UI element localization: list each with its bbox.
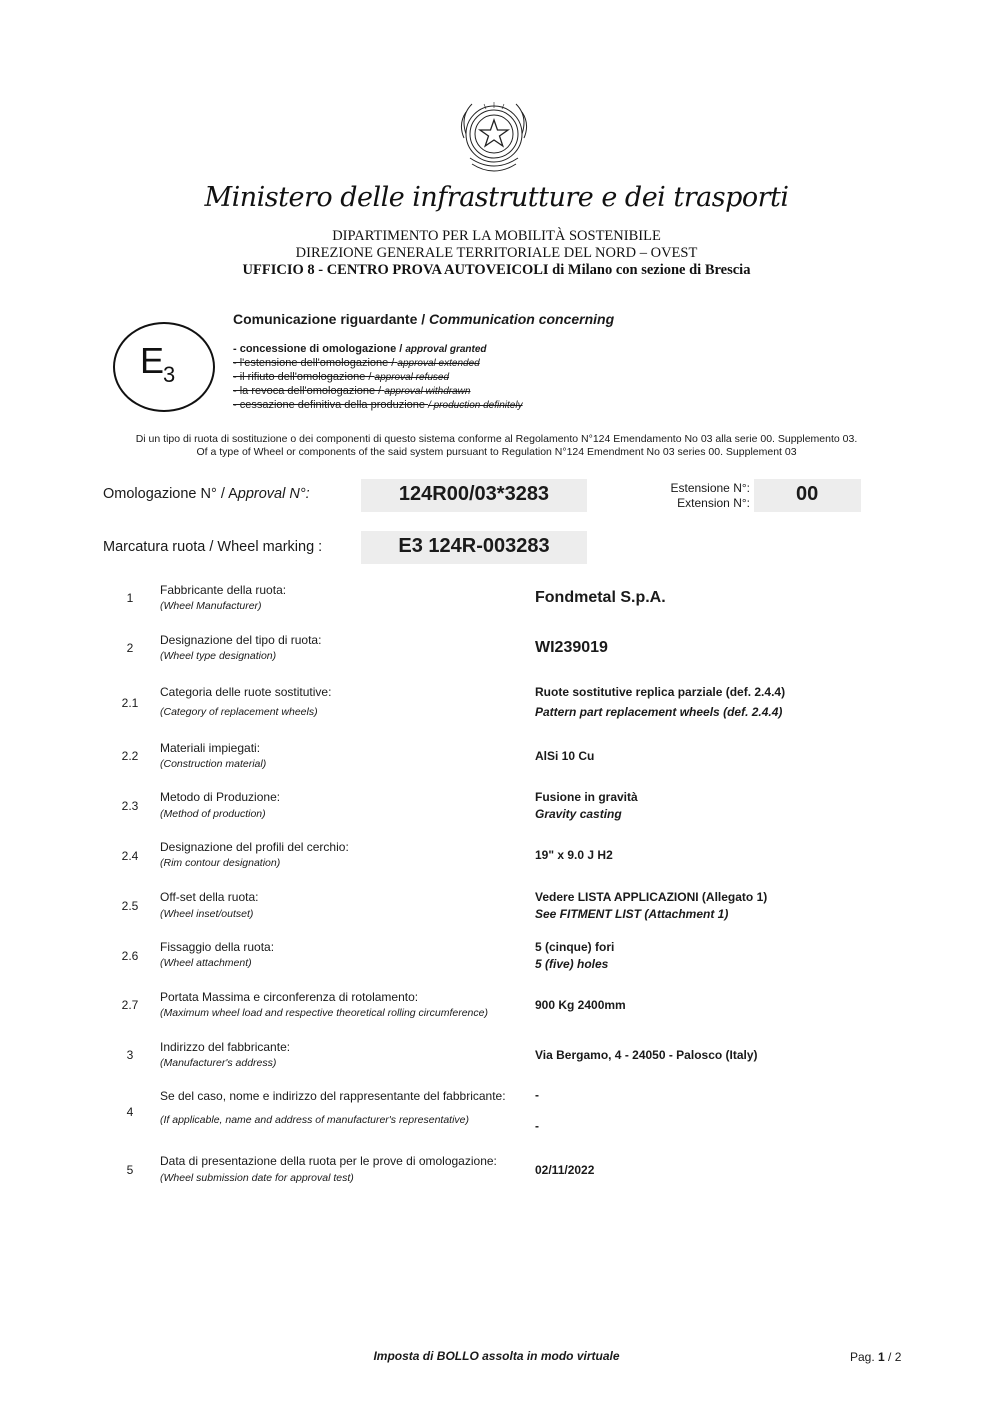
row-number: 2.7 <box>121 998 139 1012</box>
row-sublabel: (Wheel submission date for approval test) <box>160 1172 354 1184</box>
row-label: Metodo di Produzione: <box>160 790 281 804</box>
row-number: 3 <box>126 1048 134 1062</box>
department-line-2: DIREZIONE GENERALE TERRITORIALE DEL NORD – OVEST <box>295 245 698 261</box>
extension-label-en: Extension N°: <box>677 496 750 510</box>
wheel-marking-label: Marcatura ruota / Wheel marking : <box>103 539 323 555</box>
row-number: 2.1 <box>121 696 139 710</box>
row-sublabel: (Rim contour designation) <box>160 857 281 869</box>
row-value: 5 (cinque) fori <box>535 940 615 954</box>
wheel-marking: E3 124R-003283 <box>398 535 550 557</box>
row-value-en: Pattern part replacement wheels (def. 2.4.4) <box>535 705 783 719</box>
row-number: 1 <box>126 591 134 605</box>
row-sublabel: (Wheel Manufacturer) <box>160 600 262 612</box>
row-number: 5 <box>126 1163 134 1177</box>
extension-number: 00 <box>796 483 819 505</box>
row-sublabel: (Manufacturer's address) <box>160 1057 277 1069</box>
option-approval-withdrawn: - la revoca dell'omologazione / approval withdrawn <box>233 385 471 397</box>
row-value-2: - <box>535 1119 539 1133</box>
row-value: 900 Kg 2400mm <box>535 998 626 1012</box>
extension-label-it: Estensione N°: <box>670 481 750 495</box>
e-mark-letter: E <box>140 340 165 381</box>
option-approval-granted: - concessione di omologazione / approval granted <box>233 343 487 355</box>
regulation-text-en: Of a type of Wheel or components of the said system pursuant to Regulation N°124 Emendment No 03 series 00. Supplement 03 <box>196 446 797 458</box>
row-value-en: 5 (five) holes <box>535 957 609 971</box>
row-value: Fusione in gravità <box>535 790 638 804</box>
option-approval-refused: - il rifiuto dell'omologazione / approval refused <box>233 371 450 383</box>
row-number: 2.2 <box>121 749 139 763</box>
row-label: Materiali impiegati: <box>160 741 261 755</box>
page-number: Pag. 1 / 2 <box>850 1350 902 1364</box>
row-label: Se del caso, nome e indirizzo del rappresentante del fabbricante: <box>160 1089 506 1103</box>
row-number: 2.6 <box>121 949 139 963</box>
row-sublabel: (Method of production) <box>160 808 266 820</box>
row-label: Portata Massima e circonferenza di rotolamento: <box>160 990 419 1004</box>
row-number: 2.4 <box>121 849 139 863</box>
row-label: Fabbricante della ruota: <box>160 583 287 597</box>
row-label: Categoria delle ruote sostitutive: <box>160 685 332 699</box>
communication-title <box>233 311 614 327</box>
row-value: - <box>535 1088 539 1102</box>
row-sublabel: (Category of replacement wheels) <box>160 706 318 718</box>
department-line-1: DIPARTIMENTO PER LA MOBILITÀ SOSTENIBILE <box>332 228 661 244</box>
row-sublabel: (Wheel attachment) <box>160 957 252 969</box>
option-approval-extended: - l'estensione dell'omologazione / approval extended <box>233 357 480 369</box>
row-label: Fissaggio della ruota: <box>160 940 275 954</box>
row-sublabel: (Construction material) <box>160 758 267 770</box>
stamp-duty-note: Imposta di BOLLO assolta in modo virtuale <box>373 1349 620 1363</box>
row-sublabel: (Maximum wheel load and respective theoretical rolling circumference) <box>160 1007 488 1019</box>
row-value: Ruote sostitutive replica parziale (def. 2.4.4) <box>535 685 786 699</box>
communication-title-en: Communication concerning <box>429 311 615 327</box>
approval-number: 124R00/03*3283 <box>398 483 550 505</box>
row-label: Indirizzo del fabbricante: <box>160 1040 291 1054</box>
option-production-discontinued: - cessazione definitiva della produzione / production definitely <box>233 399 523 411</box>
row-value: Fondmetal S.p.A. <box>535 589 666 606</box>
row-value: WI239019 <box>535 639 608 656</box>
row-label: Designazione del profili del cerchio: <box>160 840 349 854</box>
row-value: AlSi 10 Cu <box>535 749 595 763</box>
row-number: 2.5 <box>121 899 139 913</box>
regulation-text-it: Di un tipo di ruota di sostituzione o dei componenti di questo sistema conforme al Regolamento N°124 Emendamento No 03 alla serie 00. Supplemento 03. <box>135 433 858 445</box>
row-value: Via Bergamo, 4 - 24050 - Palosco (Italy) <box>535 1048 758 1062</box>
approval-number-label: Omologazione N° / Approval N°: <box>103 486 310 502</box>
row-label: Designazione del tipo di ruota: <box>160 633 322 647</box>
row-label: Data di presentazione della ruota per le prove di omologazione: <box>160 1154 497 1168</box>
row-label: Off-set della ruota: <box>160 890 259 904</box>
row-number: 2.3 <box>121 799 139 813</box>
ministry-title: Ministero delle infrastrutture e dei trasporti <box>204 182 789 213</box>
republic-emblem-icon <box>452 94 536 180</box>
row-number: 4 <box>126 1105 134 1119</box>
department-line-3: UFFICIO 8 - CENTRO PROVA AUTOVEICOLI di Milano con sezione di Brescia <box>242 262 751 278</box>
row-number: 2 <box>126 641 134 655</box>
row-value: 02/11/2022 <box>535 1163 595 1177</box>
row-value-en: Gravity casting <box>535 807 622 821</box>
row-sublabel: (If applicable, name and address of manufacturer's representative) <box>160 1114 470 1126</box>
row-sublabel: (Wheel inset/outset) <box>160 908 254 920</box>
e-mark-number: 3 <box>163 362 176 387</box>
communication-title-it: Comunicazione riguardante / <box>233 311 426 327</box>
row-value: 19" x 9.0 J H2 <box>535 848 613 862</box>
row-value: Vedere LISTA APPLICAZIONI (Allegato 1) <box>535 890 768 904</box>
row-sublabel: (Wheel type designation) <box>160 650 277 662</box>
row-value-en: See FITMENT LIST (Attachment 1) <box>535 907 729 921</box>
